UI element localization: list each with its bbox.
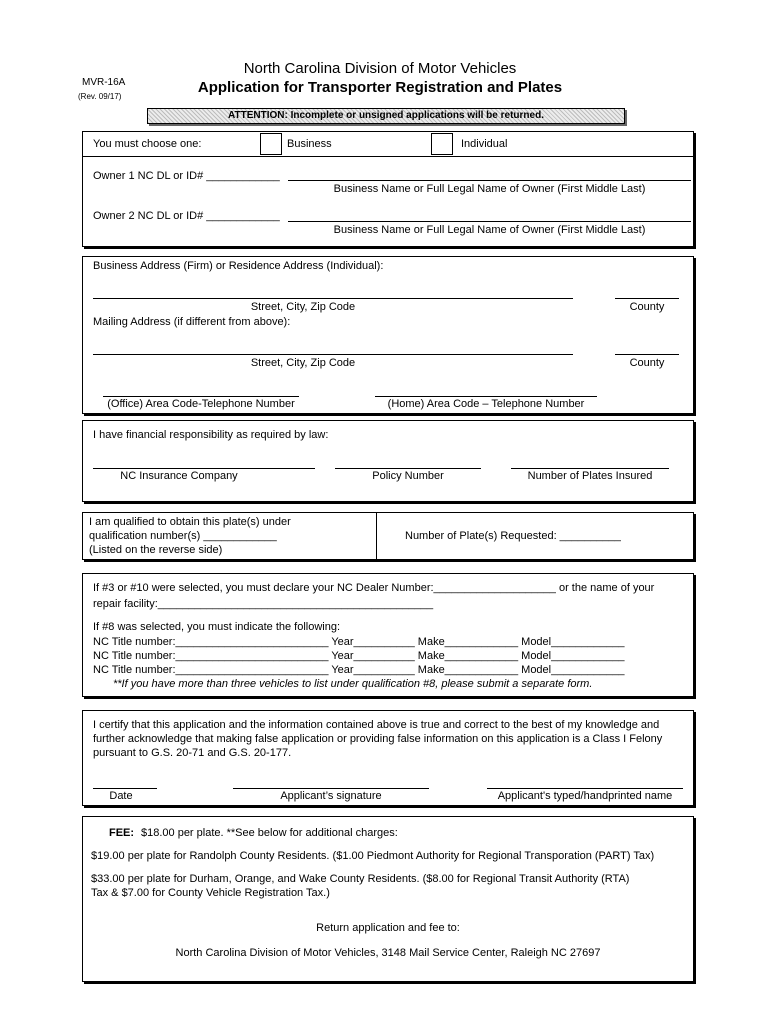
certification-section [82, 710, 694, 806]
office-phone-field[interactable] [103, 396, 299, 397]
business-street-caption: Street, City, Zip Code [250, 301, 356, 313]
qualification-line1: I am qualified to obtain this plate(s) under [89, 516, 291, 528]
owner2-name-field[interactable] [288, 221, 691, 222]
certify-line3: pursuant to G.S. 20-71 and G.S. 20-177. [93, 747, 292, 759]
signature-caption: Applicant’s signature [280, 790, 382, 802]
qualification-section [82, 512, 694, 560]
owner2-name-caption: Business Name or Full Legal Name of Owner (First Middle Last) [333, 224, 646, 236]
plates-requested-field[interactable]: Number of Plate(s) Requested: __________ [405, 530, 621, 542]
attention-banner [147, 108, 625, 124]
business-address-label: Business Address (Firm) or Residence Address (Individual): [93, 260, 384, 272]
dealer-section [82, 573, 694, 697]
qualification-line3: (Listed on the reverse side) [89, 544, 223, 556]
policy-number-field[interactable] [335, 468, 481, 469]
form-revision: (Rev. 09/17) [78, 92, 122, 101]
return-label: Return application and fee to: [316, 922, 460, 934]
business-county-field[interactable] [615, 298, 679, 299]
plates-insured-field[interactable] [511, 468, 669, 469]
vehicle-row-1[interactable]: NC Title number:_________________________ Year__________ Make____________ Model____________ [93, 636, 625, 648]
policy-number-caption: Policy Number [372, 470, 444, 482]
return-address: North Carolina Division of Motor Vehicles, 3148 Mail Service Center, Raleigh NC 27697 [175, 947, 601, 959]
page-title: Application for Transporter Registration and Plates [197, 79, 563, 96]
address-section [82, 256, 694, 414]
individual-checkbox[interactable] [431, 133, 453, 155]
dealer-number-field[interactable]: If #3 or #10 were selected, you must declare your NC Dealer Number:____________________ or the name of your [93, 582, 655, 594]
fee-label: FEE: [109, 827, 135, 839]
fee-section [82, 816, 694, 982]
mailing-street-caption: Street, City, Zip Code [250, 357, 356, 369]
mailing-county-caption: County [629, 357, 665, 369]
choose-label: You must choose one: [93, 138, 202, 150]
vehicle-row-2[interactable]: NC Title number:_________________________ Year__________ Make____________ Model____________ [93, 650, 625, 662]
vehicle-row-3[interactable]: NC Title number:_________________________ Year__________ Make____________ Model____________ [93, 664, 625, 676]
business-option-label: Business [287, 138, 332, 150]
insurance-company-caption: NC Insurance Company [120, 470, 238, 482]
insurance-company-field[interactable] [93, 468, 315, 469]
owner-section [82, 131, 694, 247]
qualification8-label: If #8 was selected, you must indicate the following: [93, 621, 341, 633]
date-field[interactable] [93, 788, 157, 789]
form-number: MVR-16A [82, 77, 126, 88]
agency-name: North Carolina Division of Motor Vehicles [243, 60, 517, 77]
mailing-address-label: Mailing Address (if different from above): [93, 316, 291, 328]
home-phone-field[interactable] [375, 396, 597, 397]
repair-facility-field[interactable]: repair facility:_____________________________________________ [93, 598, 434, 610]
home-phone-caption: (Home) Area Code – Telephone Number [387, 398, 585, 410]
business-county-caption: County [629, 301, 665, 313]
qualification-number-field[interactable]: qualification number(s) ____________ [89, 530, 277, 542]
separate-form-note: **If you have more than three vehicles to list under qualification #8, please submit a separate form. [113, 678, 593, 690]
owner1-name-caption: Business Name or Full Legal Name of Owner (First Middle Last) [333, 183, 646, 195]
typed-name-caption: Applicant's typed/handprinted name [497, 790, 673, 802]
fee-text: $18.00 per plate. **See below for additional charges: [141, 827, 398, 839]
owner2-id-field[interactable]: Owner 2 NC DL or ID# ____________ [93, 210, 280, 222]
randolph-fee-text: $19.00 per plate for Randolph County Residents. ($1.00 Piedmont Authority for Regional Transporation (PART) Tax) [91, 850, 655, 862]
individual-option-label: Individual [461, 138, 508, 150]
durham-fee-text-line1: $33.00 per plate for Durham, Orange, and Wake County Residents. ($8.00 for Regional Transit Authority (RTA) [91, 873, 630, 885]
insurance-statement: I have financial responsibility as required by law: [93, 429, 329, 441]
certify-line1: I certify that this application and the information contained above is true and correct to the best of my knowledge and [93, 719, 660, 731]
office-phone-caption: (Office) Area Code-Telephone Number [107, 398, 295, 410]
owner1-name-field[interactable] [288, 180, 691, 181]
attention-text: ATTENTION: Incomplete or unsigned applications will be returned. [228, 110, 544, 121]
date-caption: Date [109, 790, 133, 802]
business-checkbox[interactable] [260, 133, 282, 155]
plates-insured-caption: Number of Plates Insured [527, 470, 653, 482]
durham-fee-text-line2: Tax & $7.00 for County Vehicle Registration Tax.) [91, 887, 330, 899]
insurance-section [82, 420, 694, 502]
signature-field[interactable] [233, 788, 429, 789]
certify-line2: further acknowledge that making false application or providing false information on this application is a Class I Felony [93, 733, 663, 745]
typed-name-field[interactable] [487, 788, 683, 789]
mailing-street-field[interactable] [93, 354, 573, 355]
owner1-id-field[interactable]: Owner 1 NC DL or ID# ____________ [93, 170, 280, 182]
business-street-field[interactable] [93, 298, 573, 299]
mailing-county-field[interactable] [615, 354, 679, 355]
